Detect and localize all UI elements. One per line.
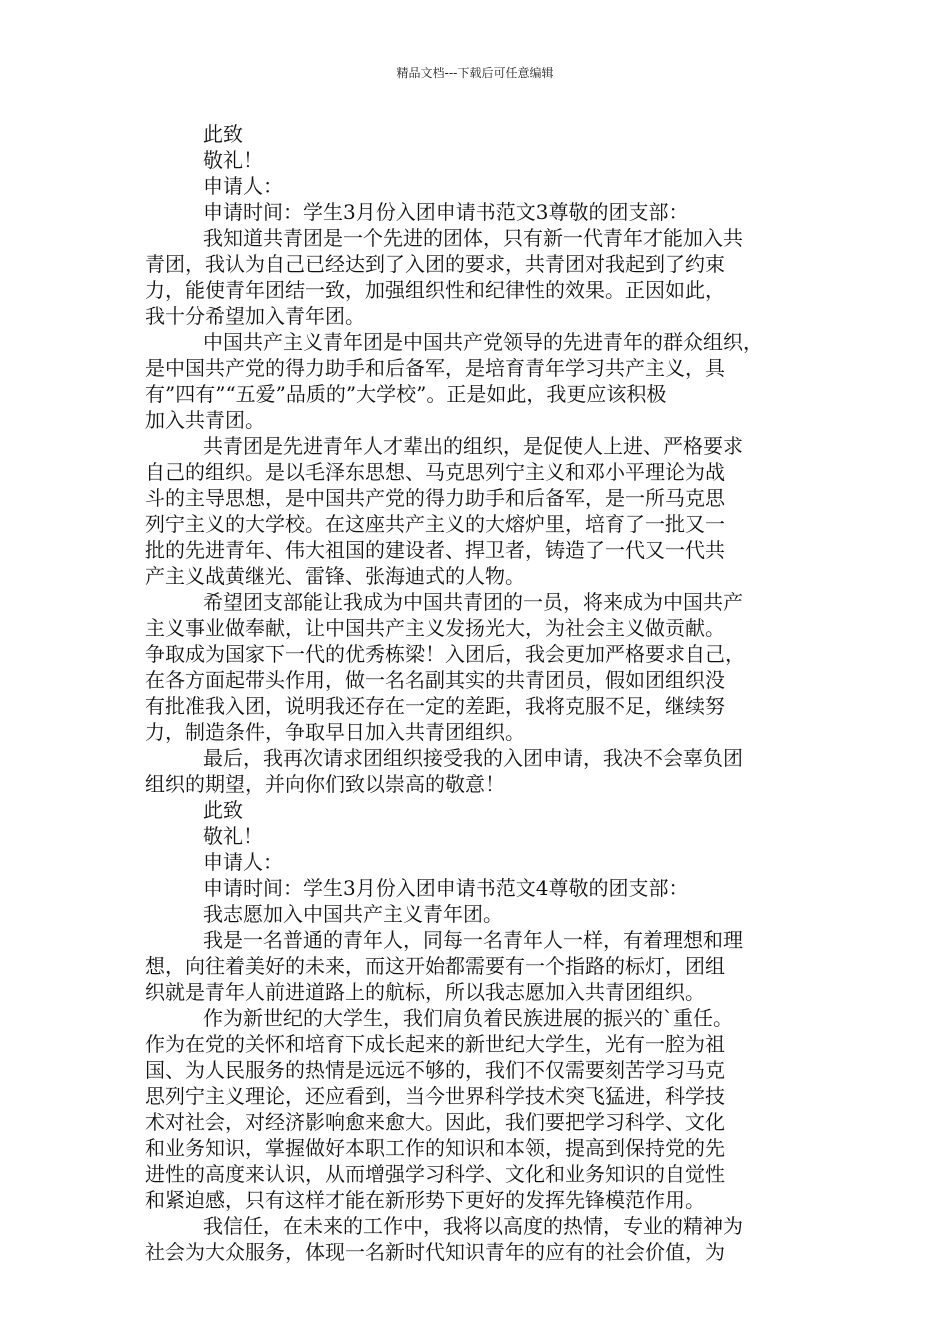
text-line: 申请时间：学生3月份入团申请书范文3尊敬的团支部： [203, 200, 689, 224]
text-line: 青团，我认为自己已经达到了入团的要求，共青团对我起到了约束 [145, 252, 725, 276]
text-line: 产主义战黄继光、雷锋、张海迪式的人物。 [145, 564, 525, 588]
text-line: 国、为人民服务的热情是远远不够的，我们不仅需要刻苦学习马克 [145, 1058, 725, 1082]
text-line: 此致 [203, 122, 243, 146]
text-line: 是中国共产党的得力助手和后备军，是培育青年学习共产主义，具 [145, 356, 725, 380]
text-line: 批的先进青年、伟大祖国的建设者、捍卫者，铸造了一代又一代共 [145, 538, 725, 562]
text-line: 我知道共青团是一个先进的团体，只有新一代青年才能加入共 [203, 226, 743, 250]
document-body [145, 121, 815, 1265]
text-line: 加入共青团。 [145, 408, 265, 432]
text-line: 思列宁主义理论，还应看到，当今世界科学技术突飞猛进，科学技 [145, 1084, 725, 1108]
text-line: 最后，我再次请求团组织接受我的入团申请，我决不会辜负团 [203, 746, 743, 770]
text-line: 此致 [203, 798, 243, 822]
text-line: 组织的期望，并向你们致以崇高的敬意！ [145, 772, 505, 796]
text-line: 术对社会，对经济影响愈来愈大。因此，我们要把学习科学、文化 [145, 1110, 725, 1134]
page-header: 精品文档---下载后可任意编辑 [396, 66, 554, 80]
text-line: 我是一名普通的青年人，同每一名青年人一样，有着理想和理 [203, 928, 743, 952]
text-line: 力，制造条件，争取早日加入共青团组织。 [145, 720, 525, 744]
text-line: 社会为大众服务，体现一名新时代知识青年的应有的社会价值，为 [145, 1240, 725, 1264]
text-line: 作为在党的关怀和培育下成长起来的新世纪大学生，光有一腔为祖 [145, 1032, 725, 1056]
text-line: 力，能使青年团结一致，加强组织性和纪律性的效果。正因如此， [145, 278, 725, 302]
text-line: 有”四有”“五爱”品质的”大学校”。正是如此，我更应该积极 [145, 382, 667, 406]
text-line: 和紧迫感，只有这样才能在新形势下更好的发挥先锋模范作用。 [145, 1188, 705, 1212]
text-line: 希望团支部能让我成为中国共青团的一员，将来成为中国共产 [203, 590, 743, 614]
text-line: 主义事业做奉献，让中国共产主义发扬光大，为社会主义做贡献。 [145, 616, 725, 640]
text-line: 我志愿加入中国共产主义青年团。 [203, 902, 503, 926]
text-line: 敬礼！ [203, 824, 263, 848]
text-line: 敬礼！ [203, 148, 263, 172]
text-line: 在各方面起带头作用，做一名名副其实的共青团员，假如团组织没 [145, 668, 725, 692]
text-line: 我十分希望加入青年团。 [145, 304, 365, 328]
text-line: 织就是青年人前进道路上的航标，所以我志愿加入共青团组织。 [145, 980, 705, 1004]
text-line: 列宁主义的大学校。在这座共产主义的大熔炉里，培育了一批又一 [145, 512, 725, 536]
text-line: 进性的高度来认识，从而增强学习科学、文化和业务知识的自觉性 [145, 1162, 725, 1186]
text-line: 共青团是先进青年人才辈出的组织，是促使人上进、严格要求 [203, 434, 743, 458]
text-line: 争取成为国家下一代的优秀栋梁！入团后，我会更加严格要求自己， [145, 642, 745, 666]
text-line: 有批准我入团，说明我还存在一定的差距，我将克服不足，继续努 [145, 694, 725, 718]
text-line: 申请人： [203, 850, 283, 874]
text-line: 申请人： [203, 174, 283, 198]
text-line: 中国共产主义青年团是中国共产党领导的先进青年的群众组织， [203, 330, 763, 354]
text-line: 想，向往着美好的未来，而这开始都需要有一个指路的标灯，团组 [145, 954, 725, 978]
text-line: 申请时间：学生3月份入团申请书范文4尊敬的团支部： [203, 876, 689, 900]
text-line: 我信任，在未来的工作中，我将以高度的热情，专业的精神为 [203, 1214, 743, 1238]
text-line: 作为新世纪的大学生，我们肩负着民族进展的振兴的`重任。 [203, 1006, 733, 1030]
text-line: 和业务知识，掌握做好本职工作的知识和本领，提高到保持党的先 [145, 1136, 725, 1160]
text-line: 自己的组织。是以毛泽东思想、马克思列宁主义和邓小平理论为战 [145, 460, 725, 484]
text-line: 斗的主导思想，是中国共产党的得力助手和后备军，是一所马克思 [145, 486, 725, 510]
